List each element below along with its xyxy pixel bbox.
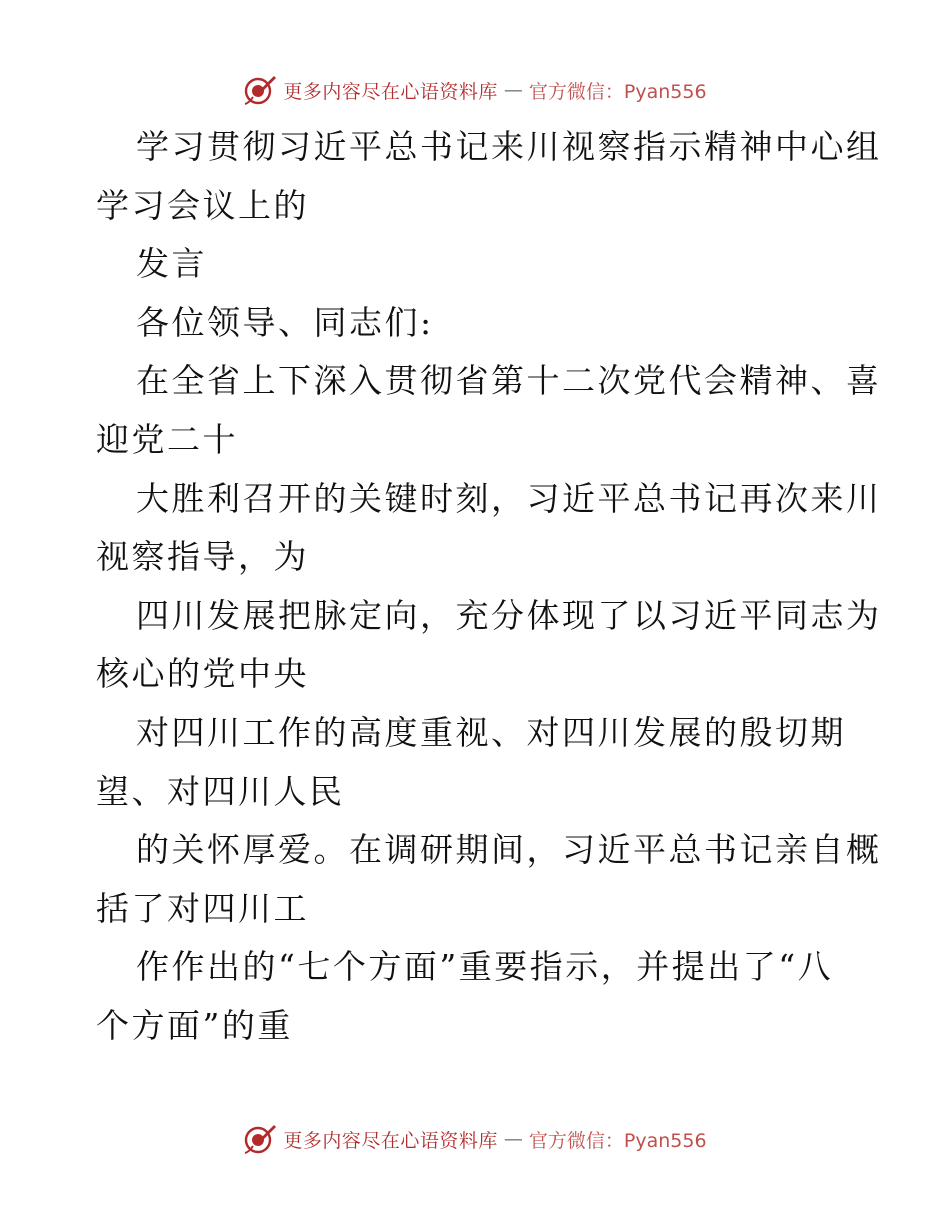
footer-banner: [0, 1119, 950, 1159]
quill-ink-logo-icon: [243, 73, 277, 107]
document-line: 迎党二十: [96, 419, 238, 459]
document-line: 括了对四川工: [96, 888, 309, 928]
document-line: 学习贯彻习近平总书记来川视察指示精神中心组: [136, 127, 882, 166]
banner-contact: 官方微信：Pyan556: [528, 1129, 707, 1152]
document-line: 核心的党中央: [96, 654, 309, 694]
banner-title: 更多内容尽在心语资料库: [283, 80, 498, 103]
document-line: 在全省上下深入贯彻省第十二次党代会精神、喜: [136, 361, 882, 401]
document-line: 学习会议上的: [96, 185, 309, 225]
document-line: 视察指导，为: [96, 537, 309, 577]
banner-separator: —: [503, 79, 523, 101]
banner-contact: 官方微信：Pyan556: [528, 80, 707, 103]
document-line: 望、对四川人民: [96, 771, 345, 811]
quill-ink-logo-icon: [243, 1122, 277, 1156]
document-line: 作作出的“七个方面”重要指示，并提出了“八: [136, 947, 834, 987]
document-line: 各位领导、同志们:: [136, 302, 434, 342]
document-line: 个方面”的重: [96, 1005, 293, 1045]
header-banner: [0, 70, 950, 110]
document-body: [96, 118, 882, 1056]
document-line: 四川发展把脉定向，充分体现了以习近平同志为: [136, 595, 882, 635]
banner-title: 更多内容尽在心语资料库: [283, 1129, 498, 1152]
document-line: 大胜利召开的关键时刻，习近平总书记再次来川: [136, 478, 882, 518]
document-line: 的关怀厚爱。在调研期间，习近平总书记亲自概: [136, 830, 882, 870]
document-line: 发言: [136, 244, 207, 284]
banner-separator: —: [503, 1128, 523, 1150]
document-line: 对四川工作的高度重视、对四川发展的殷切期: [136, 712, 846, 752]
